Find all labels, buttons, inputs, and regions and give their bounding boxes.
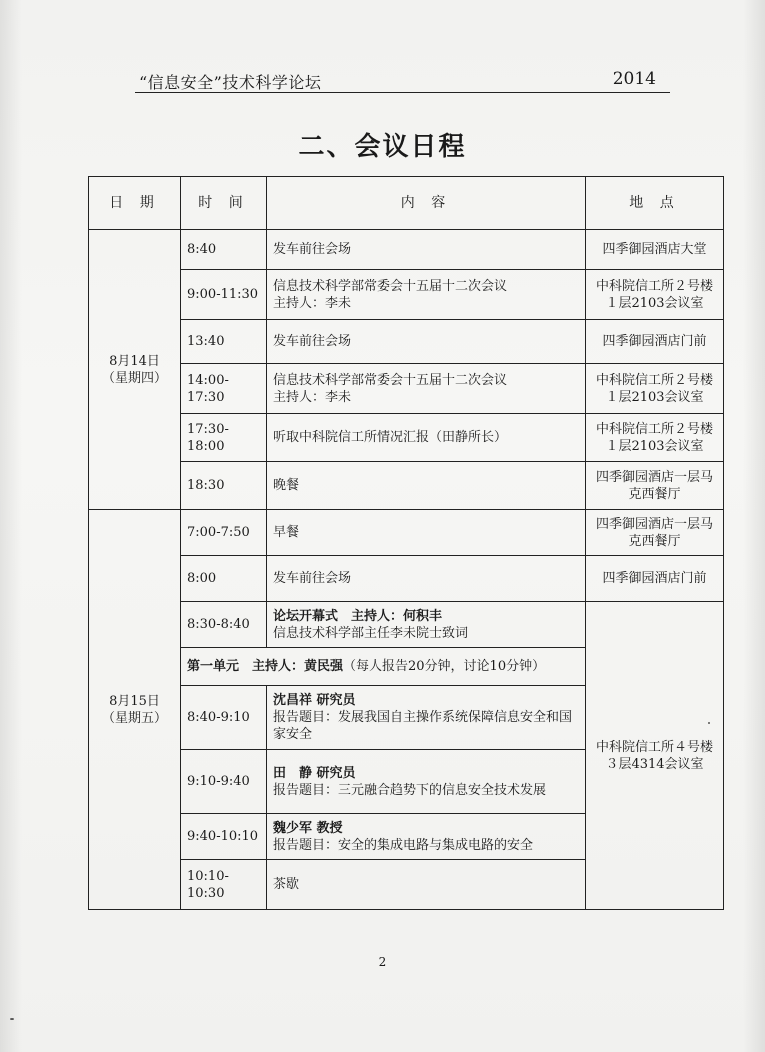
content-line: 信息技术科学部常委会十五届十二次会议	[273, 278, 508, 294]
day-cell	[89, 230, 181, 510]
table-row	[89, 270, 724, 320]
running-header	[135, 68, 670, 93]
content-cell	[267, 364, 586, 414]
unit-cell	[181, 648, 586, 686]
content-line: 发车前往会场	[273, 571, 352, 586]
day-weekday: （星期五）	[101, 710, 167, 726]
content-cell	[267, 230, 586, 270]
time-cell: 8:40	[181, 230, 267, 270]
time-cell: 18:30	[181, 462, 267, 510]
content-cell	[267, 510, 586, 556]
content-line: 晚餐	[273, 478, 300, 493]
schedule-table	[88, 176, 724, 910]
content-line: 发车前往会场	[273, 334, 352, 349]
scan-speck	[708, 722, 710, 724]
column-header-time: 时 间	[181, 177, 267, 230]
merged-location-cell: 中科院信工所４号楼３层4314会议室	[586, 602, 724, 910]
day-date: 8月15日	[109, 693, 160, 709]
table-row	[89, 364, 724, 414]
content-cell	[267, 270, 586, 320]
table-header-row	[89, 177, 724, 230]
day-cell	[89, 510, 181, 910]
content-cell	[267, 556, 586, 602]
page-number: 2	[378, 955, 387, 969]
header-year: 2014	[612, 69, 656, 89]
section-title: 二、会议日程	[298, 132, 467, 162]
time-cell: 9:40-10:10	[181, 814, 267, 860]
content-cell	[267, 750, 586, 814]
report-title: 报告题目：三元融合趋势下的信息安全技术发展	[273, 782, 547, 798]
content-line: 信息技术科学部主任李未院士致词	[273, 625, 469, 641]
day-date: 8月14日	[109, 353, 160, 369]
table-row	[89, 462, 724, 510]
content-line: 发车前往会场	[273, 242, 352, 257]
report-title: 报告题目：发展我国自主操作系统保障信息安全和国家安全	[273, 710, 573, 742]
time-cell: 9:00-11:30	[181, 270, 267, 320]
table-row	[89, 556, 724, 602]
location-cell: 四季御园酒店大堂	[586, 230, 724, 270]
header-title: “信息安全”技术科学论坛	[139, 73, 322, 92]
time-cell: 9:10-9:40	[181, 750, 267, 814]
content-line: 论坛开幕式 主持人：何积丰	[273, 608, 443, 624]
table-row	[89, 230, 724, 270]
location-cell: 四季御园酒店门前	[586, 320, 724, 364]
location-cell: 中科院信工所２号楼１层2103会议室	[586, 414, 724, 462]
location-cell: 四季御园酒店门前	[586, 556, 724, 602]
speaker-line: 田 静 研究员	[273, 765, 356, 781]
location-cell: 中科院信工所２号楼１层2103会议室	[586, 270, 724, 320]
content-line: 信息技术科学部常委会十五届十二次会议	[273, 372, 508, 388]
speaker-line: 魏少军 教授	[273, 820, 343, 836]
location-cell: 中科院信工所２号楼１层2103会议室	[586, 364, 724, 414]
content-line: 听取中科院信工所情况汇报（田静所长）	[273, 430, 508, 445]
location-cell: 四季御园酒店一层马克西餐厅	[586, 462, 724, 510]
table-row	[89, 602, 724, 648]
unit-note: （每人报告20分钟，讨论10分钟）	[343, 659, 546, 674]
table-row	[89, 510, 724, 556]
column-header-date: 日 期	[89, 177, 181, 230]
time-cell: 8:30-8:40	[181, 602, 267, 648]
content-cell	[267, 686, 586, 750]
content-line: 茶歇	[273, 877, 300, 892]
time-cell: 17:30-18:00	[181, 414, 267, 462]
location-cell: 四季御园酒店一层马克西餐厅	[586, 510, 724, 556]
table-row	[89, 320, 724, 364]
content-line: 主持人：李未	[273, 295, 352, 311]
time-cell: 8:00	[181, 556, 267, 602]
report-title: 报告题目：安全的集成电路与集成电路的安全	[273, 837, 534, 853]
content-cell	[267, 462, 586, 510]
content-cell	[267, 414, 586, 462]
column-header-content: 内 容	[267, 177, 586, 230]
time-cell: 7:00-7:50	[181, 510, 267, 556]
time-cell: 14:00-17:30	[181, 364, 267, 414]
content-line: 主持人：李未	[273, 389, 352, 405]
content-cell	[267, 602, 586, 648]
scan-speck	[10, 1018, 14, 1020]
table-row	[89, 414, 724, 462]
content-cell	[267, 320, 586, 364]
column-header-location: 地 点	[586, 177, 724, 230]
time-cell: 13:40	[181, 320, 267, 364]
speaker-line: 沈昌祥 研究员	[273, 693, 356, 708]
content-cell	[267, 814, 586, 860]
content-cell	[267, 860, 586, 910]
content-line: 早餐	[273, 525, 300, 540]
time-cell: 8:40-9:10	[181, 686, 267, 750]
time-cell: 10:10-10:30	[181, 860, 267, 910]
unit-label: 第一单元 主持人：黄民强	[187, 659, 344, 674]
day-weekday: （星期四）	[101, 370, 167, 386]
